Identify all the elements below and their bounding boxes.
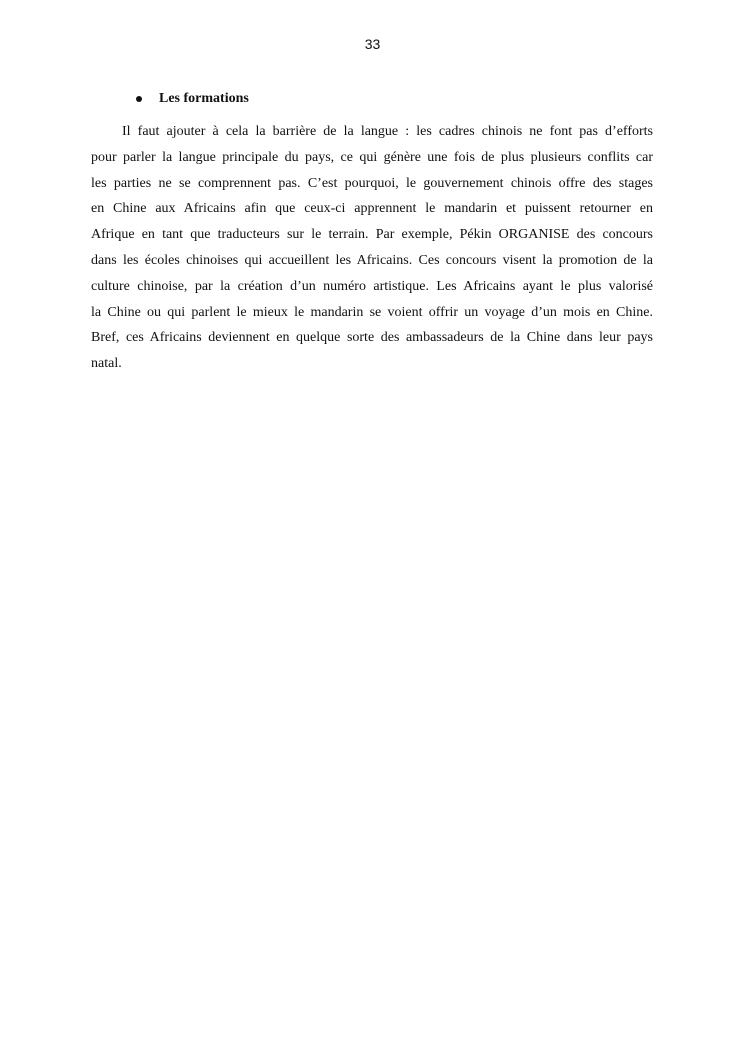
section-heading <box>136 89 249 109</box>
paragraph-line: culture chinoise, par la création d’un numéro artistique. Les Africains ayant le plus valorisé <box>91 278 653 294</box>
paragraph-line: Afrique en tant que traducteurs sur le terrain. Par exemple, Pékin ORGANISE des concours <box>91 227 653 243</box>
paragraph-line: en Chine aux Africains afin que ceux-ci apprennent le mandarin et puissent retourner en <box>91 201 653 217</box>
paragraph-line: Bref, ces Africains deviennent en quelque sorte des ambassadeurs de la Chine dans leur pays <box>91 330 653 346</box>
paragraph-line: les parties ne se comprennent pas. C’est pourquoi, le gouvernement chinois offre des stages <box>91 175 653 191</box>
paragraph-line: natal. <box>91 356 122 372</box>
paragraph-line: pour parler la langue principale du pays, ce qui génère une fois de plus plusieurs conflits car <box>91 149 653 165</box>
paragraph-line: dans les écoles chinoises qui accueillent les Africains. Ces concours visent la promotion de la <box>91 252 653 268</box>
paragraph-line: Il faut ajouter à cela la barrière de la langue : les cadres chinois ne font pas d’efforts <box>122 124 653 139</box>
body-paragraph <box>91 119 653 377</box>
bullet-icon <box>136 96 142 102</box>
paragraph-line: la Chine ou qui parlent le mieux le mandarin se voient offrir un voyage d’un mois en Chine. <box>91 304 653 320</box>
page-number: 33 <box>364 36 381 52</box>
section-heading-text: Les formations <box>159 91 249 106</box>
